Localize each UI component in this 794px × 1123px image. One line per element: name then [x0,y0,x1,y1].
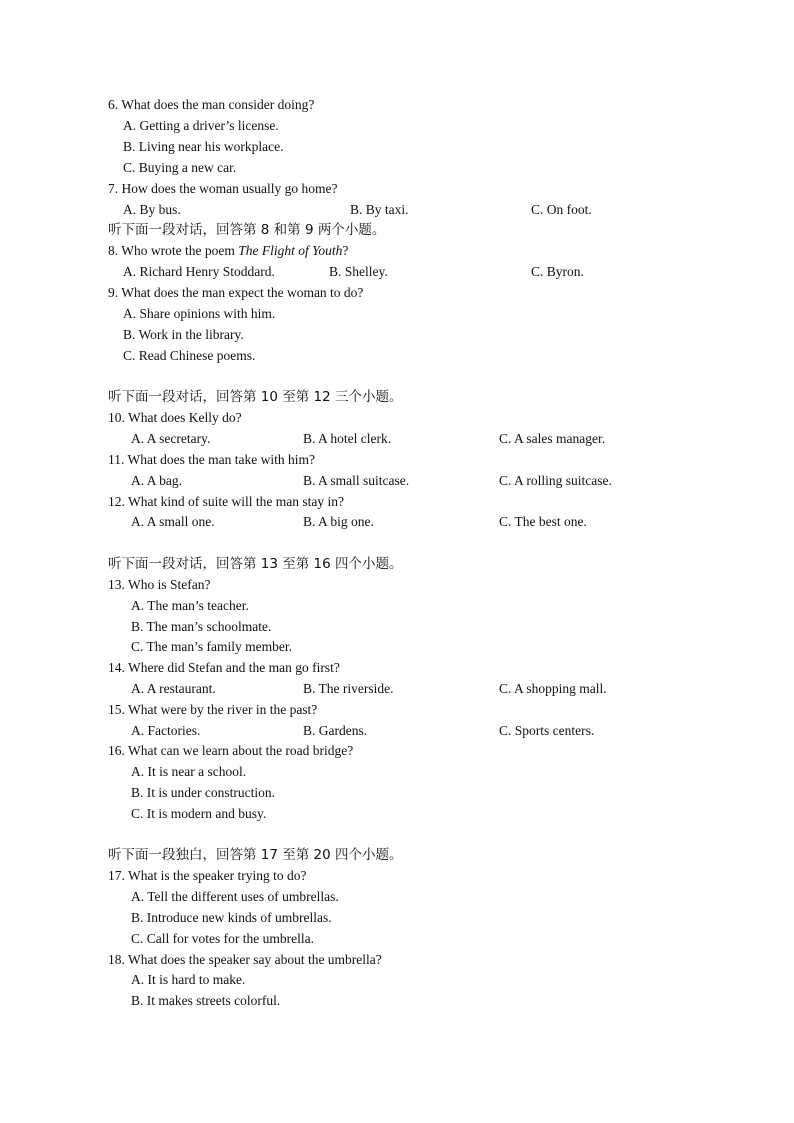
q18-option-a: A. It is hard to make. [131,972,246,987]
q11-option-a: A. A bag. [131,473,183,488]
q7-option-b: B. By taxi. [350,202,409,217]
q9-option-c: C. Read Chinese poems. [123,348,256,363]
q6-option-c: C. Buying a new car. [123,160,237,175]
q18-option-b: B. It makes streets colorful. [131,993,281,1008]
q12-option-b: B. A big one. [303,514,374,529]
q11-option-c: C. A rolling suitcase. [499,473,612,488]
q12-option-a: A. A small one. [131,514,215,529]
q10-option-c: C. A sales manager. [499,431,606,446]
q8-suffix: ? [342,243,349,258]
section-heading-17-20: 听下面一段独白，回答第 17 至第 20 四个小题。 [108,847,403,863]
q15-option-b: B. Gardens. [303,723,368,738]
question-8 [108,242,348,260]
q15-option-c: C. Sports centers. [499,723,595,738]
section-heading-8-9: 听下面一段对话，回答第 8 和第 9 两个小题。 [108,222,386,238]
question-9: 9. What does the man expect the woman to do? [108,285,364,300]
q8-option-b: B. Shelley. [329,264,388,279]
question-13: 13. Who is Stefan? [108,577,211,592]
q9-option-b: B. Work in the library. [123,327,244,342]
q13-option-c: C. The man’s family member. [131,639,292,654]
q6-option-a: A. Getting a driver’s license. [123,118,279,133]
q11-option-b: B. A small suitcase. [303,473,410,488]
q16-option-b: B. It is under construction. [131,785,275,800]
question-7: 7. How does the woman usually go home? [108,181,338,196]
q15-option-a: A. Factories. [131,723,201,738]
q14-option-a: A. A restaurant. [131,681,216,696]
question-16: 16. What can we learn about the road bridge? [108,743,354,758]
question-15: 15. What were by the river in the past? [108,702,318,717]
question-12: 12. What kind of suite will the man stay in? [108,494,344,509]
q12-option-c: C. The best one. [499,514,587,529]
q17-option-b: B. Introduce new kinds of umbrellas. [131,910,332,925]
q9-option-a: A. Share opinions with him. [123,306,276,321]
section-heading-10-12: 听下面一段对话，回答第 10 至第 12 三个小题。 [108,389,403,405]
q7-option-c: C. On foot. [531,202,592,217]
question-18: 18. What does the speaker say about the umbrella? [108,952,382,967]
q8-poem-title: The Flight of Youth [238,243,343,258]
q16-option-c: C. It is modern and busy. [131,806,267,821]
q14-option-b: B. The riverside. [303,681,394,696]
q10-option-b: B. A hotel clerk. [303,431,392,446]
question-17: 17. What is the speaker trying to do? [108,868,307,883]
q10-option-a: A. A secretary. [131,431,211,446]
q17-option-a: A. Tell the different uses of umbrellas. [131,889,339,904]
q16-option-a: A. It is near a school. [131,764,247,779]
question-10: 10. What does Kelly do? [108,410,242,425]
section-heading-13-16: 听下面一段对话，回答第 13 至第 16 四个小题。 [108,556,403,572]
q13-option-a: A. The man’s teacher. [131,598,249,613]
q8-prefix: 8. Who wrote the poem [108,243,239,258]
q7-option-a: A. By bus. [123,202,181,217]
q8-option-c: C. Byron. [531,264,584,279]
q17-option-c: C. Call for votes for the umbrella. [131,931,314,946]
q14-option-c: C. A shopping mall. [499,681,607,696]
question-6: 6. What does the man consider doing? [108,97,315,112]
question-14: 14. Where did Stefan and the man go first? [108,660,340,675]
q13-option-b: B. The man’s schoolmate. [131,619,272,634]
q6-option-b: B. Living near his workplace. [123,139,284,154]
question-11: 11. What does the man take with him? [108,452,315,467]
q8-option-a: A. Richard Henry Stoddard. [123,264,275,279]
